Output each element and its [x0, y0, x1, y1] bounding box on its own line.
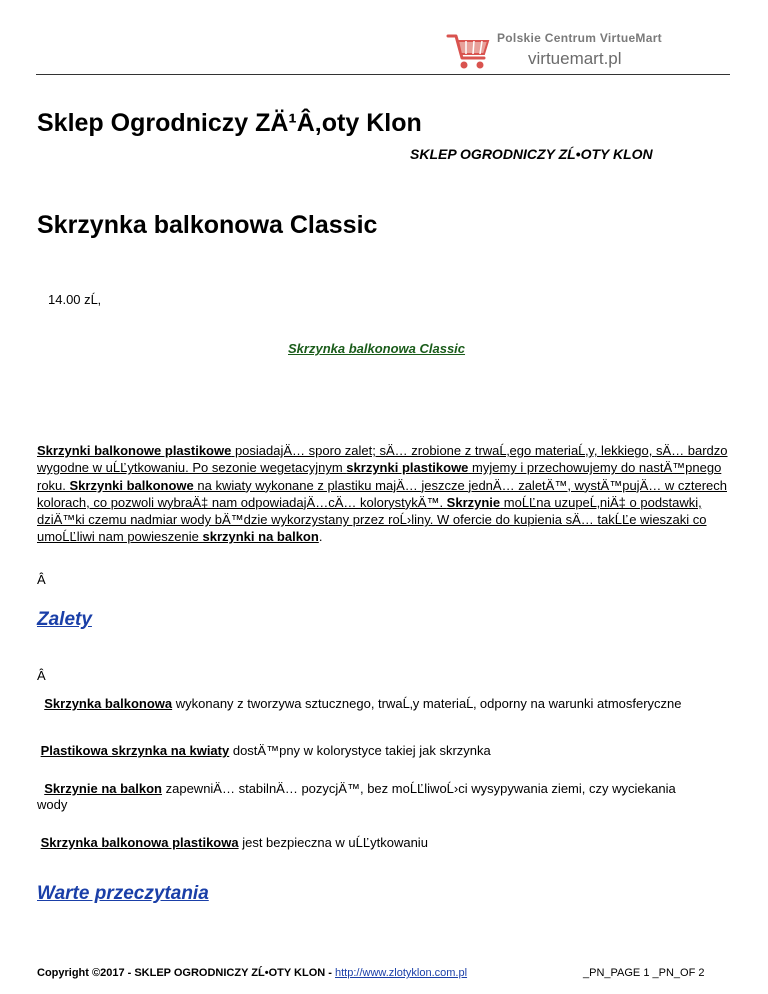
feature-text: dostÄ™pny w kolorystyce takiej jak skrzynka [229, 743, 491, 758]
footer-copyright: Copyright ©2017 - SKLEP OGRODNICZY ZĹ•OTY KLON - [37, 967, 335, 979]
description-text: posiadajÄ… sporo zalet; sÄ… zrobione z trwaĹ‚ego materiaĹ‚y, lekkiego, sÄ… bardzo wygodne w uĹĽytkowaniu. Po sezonie wegetacyjnym [37, 443, 728, 476]
description-text: . [318, 529, 323, 545]
feature-text: jest bezpieczna w uĹĽytkowaniu [238, 835, 428, 850]
logo-text-line2: virtuemart.pl [528, 49, 622, 68]
feature-term[interactable]: Skrzynka balkonowa [44, 696, 173, 711]
section-heading-warte-przeczytania[interactable]: Warte przeczytania [37, 883, 209, 904]
keyword-link[interactable]: skrzynki plastikowe [346, 460, 469, 476]
page-number: _PN_PAGE 1 _PN_OF 2 [583, 967, 705, 979]
description-text: moĹĽna uzupeĹ‚niÄ‡ o podstawki, dziÄ™ki czemu nadmiar wody bÄ™dzie wykorzystany przez roĹ›liny. W ofercie do kupienia sÄ… takĹĽe wieszaki co umoĹĽliwi nam powieszenie [37, 494, 707, 545]
keyword-link[interactable]: Skrzynki balkonowe [69, 477, 194, 493]
feature-term[interactable]: Plastikowa skrzynka na kwiaty [40, 743, 230, 758]
description-text: myjemy i przechowujemy do nastÄ™pnego roku. [37, 460, 722, 493]
product-description [37, 442, 737, 546]
description-text: na kwiaty wykonane z plastiku majÄ… jeszcze jednÄ… zaletÄ™, wystÄ™pujÄ… w czterech kolorach, co pozwoli wybraÄ‡ nam odpowiadajÄ…cÄ… kolorystykÄ™. [37, 477, 727, 510]
shopping-cart-icon [444, 28, 492, 72]
shop-title: Sklep Ogrodniczy ZÄ¹Â‚oty Klon [37, 109, 422, 137]
product-title: Skrzynka balkonowa Classic [37, 211, 378, 239]
stray-character: Â [37, 668, 46, 683]
feature-term[interactable]: Skrzynka balkonowa plastikowa [40, 835, 239, 850]
feature-term[interactable]: Skrzynie na balkon [44, 781, 162, 796]
feature-item [37, 835, 697, 851]
section-heading-zalety[interactable]: Zalety [37, 609, 92, 630]
footer-website-link[interactable]: http://www.zlotyklon.com.pl [335, 967, 468, 979]
product-image-link[interactable]: Skrzynka balkonowa Classic [288, 341, 466, 356]
feature-item [37, 696, 697, 712]
header-divider [36, 74, 730, 75]
keyword-link[interactable]: skrzynki na balkon [202, 529, 319, 545]
keyword-link[interactable]: Skrzynie [446, 494, 501, 510]
feature-item [37, 743, 697, 759]
product-price: 14.00 zĹ‚ [48, 292, 101, 307]
feature-text: wykonany z tworzywa sztucznego, trwaĹ‚y materiaĹ‚ odporny na warunki atmosferyczne [172, 696, 682, 711]
logo-text-line1: Polskie Centrum VirtueMart [497, 31, 662, 45]
stray-character: Â [37, 572, 46, 587]
page-footer [37, 967, 467, 979]
feature-text: zapewniÄ… stabilnÄ… pozycjÄ™, bez moĹĽliwoĹ›ci wysypywania ziemi, czy wyciekania wody [37, 781, 676, 812]
feature-item [37, 781, 697, 813]
shop-subtitle: SKLEP OGRODNICZY ZĹ•OTY KLON [410, 146, 653, 162]
keyword-link[interactable]: Skrzynki balkonowe plastikowe [37, 443, 232, 458]
